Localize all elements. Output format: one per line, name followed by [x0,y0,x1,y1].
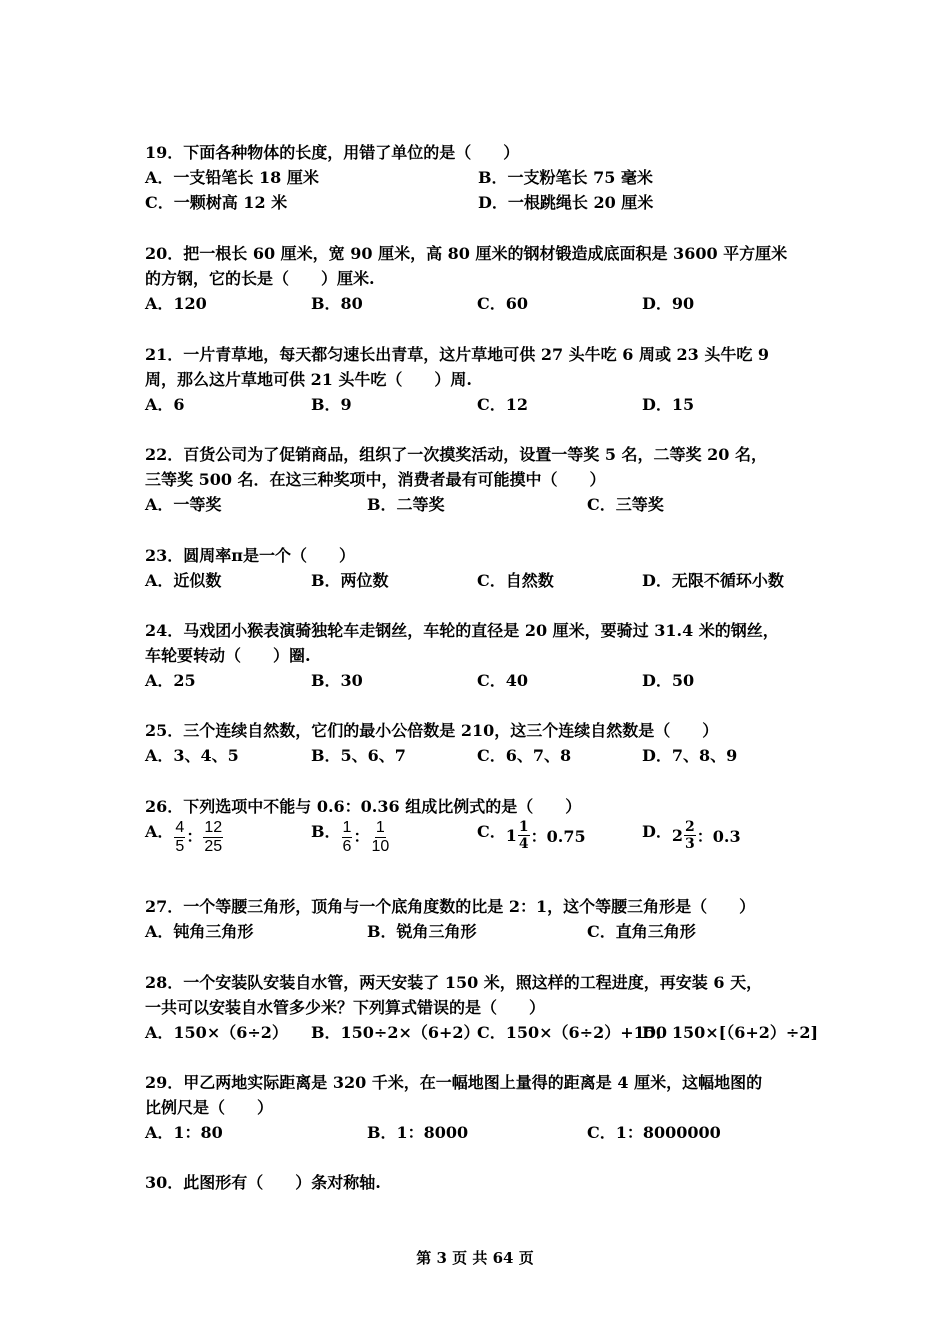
option-d: D．一根跳绳长 20 厘米 [478,193,654,212]
option-label: A． [145,822,174,841]
options-row [145,743,810,768]
option-c: C．三等奖 [587,495,664,514]
option-d: D．150×[（6+2）÷2] [642,1023,819,1042]
question-stem-line-2: 三等奖 500 名．在这三种奖项中，消费者最有可能摸中（ ） [145,470,606,489]
option-c: C．6、7、8 [477,746,572,765]
option-b: B．锐角三角形 [367,922,477,941]
option-b: B．1：8000 [367,1123,469,1142]
question-stem-line-2: 车轮要转动（ ）圈. [145,646,311,665]
question-20 [145,241,810,316]
option-a: A．钝角三角形 [145,922,254,941]
option-a: A．近似数 [145,571,222,590]
denominator: 5 [175,838,185,855]
option-c: C．一颗树高 12 米 [145,193,288,212]
options-row [145,668,810,693]
question-stem: 25．三个连续自然数，它们的最小公倍数是 210，这三个连续自然数是（ ） [145,721,719,740]
options-row [145,819,810,867]
question-27 [145,894,810,944]
options-row [145,1120,810,1145]
question-stem-line-2: 周，那么这片草地可供 21 头牛吃（ ）周. [145,370,472,389]
options-row [145,392,810,417]
denominator: 6 [342,838,352,855]
question-29 [145,1070,810,1145]
option-b: B．一支粉笔长 75 毫米 [478,168,653,187]
question-21 [145,342,810,417]
fraction [684,819,696,852]
denominator: 25 [204,838,223,855]
option-a: A．一等奖 [145,495,222,514]
option-c: C．150×（6÷2）+150 [477,1023,668,1042]
option-a: A．120 [145,294,207,313]
option-d: D．90 [642,294,695,313]
option-b: B．9 [311,395,352,414]
option-c [477,819,586,852]
option-b [311,819,391,856]
question-stem: 26．下列选项中不能与 0.6：0.36 组成比例式的是（ ） [145,797,582,816]
option-a [145,819,224,856]
option-label: D． [642,822,672,841]
question-26 [145,794,810,867]
fraction [518,819,530,852]
fraction [203,819,223,856]
question-28 [145,970,819,1045]
fraction [370,819,390,856]
ratio-sign: ： [186,827,203,846]
option-b: B．30 [311,671,363,690]
numerator: 1 [518,819,529,835]
question-30 [145,1170,810,1195]
question-stem-line-1: 29．甲乙两地实际距离是 320 千米，在一幅地图上量得的距离是 4 厘米，这幅地图的 [145,1073,763,1092]
fraction [342,819,353,856]
page-footer: 第 3 页 共 64 页 [416,1249,534,1267]
question-24 [145,618,810,693]
whole-number: 1 [505,826,517,845]
option-label: B． [311,822,341,841]
ratio-value: ：0.3 [696,827,741,846]
question-stem-line-1: 22．百货公司为了促销商品，组织了一次摸奖活动，设置一等奖 5 名，二等奖 20 名， [145,445,767,464]
option-b: B．80 [311,294,363,313]
question-stem-line-2: 比例尺是（ ） [145,1098,274,1117]
options-row [145,492,810,517]
option-b: B．二等奖 [367,495,445,514]
option-a: A．6 [145,395,185,414]
option-b: B．两位数 [311,571,389,590]
ratio-value: ：0.75 [530,827,586,846]
question-25 [145,718,810,768]
question-22 [145,442,810,517]
numerator: 1 [375,819,385,836]
question-stem-line-2: 一共可以安装自水管多少米？下列算式错误的是（ ） [145,998,546,1017]
option-a: A．1：80 [145,1123,223,1142]
question-stem-line-1: 21．一片青草地，每天都匀速长出青草，这片草地可供 27 头牛吃 6 周或 23 头牛吃 9 [145,345,770,364]
question-stem: 30．此图形有（ ）条对称轴. [145,1173,381,1192]
question-19 [145,140,810,215]
denominator: 4 [518,836,529,852]
numerator: 2 [685,819,695,835]
option-c: C．自然数 [477,571,554,590]
option-d [642,819,741,852]
option-c: C．12 [477,395,529,414]
question-stem: 23．圆周率π是一个（ ） [145,546,355,565]
option-d: D．无限不循环小数 [642,571,784,590]
options-row [145,190,810,215]
option-c: C．40 [477,671,529,690]
option-a: A．一支铅笔长 18 厘米 [145,168,319,187]
numerator: 4 [175,819,185,836]
denominator: 10 [371,838,390,855]
numerator: 1 [342,819,352,836]
options-row [145,568,810,593]
option-c: C．1：8000000 [587,1123,721,1142]
option-d: D．50 [642,671,695,690]
question-stem-line-1: 20．把一根长 60 厘米，宽 90 厘米，高 80 厘米的钢材锻造成底面积是 3600 平方厘米 [145,244,788,263]
option-a: A．3、4、5 [145,746,239,765]
options-row [145,1020,819,1045]
whole-number: 2 [671,826,684,845]
option-label: C． [477,822,506,841]
option-d: D．7、8、9 [642,746,738,765]
options-row [145,165,810,190]
question-stem: 27．一个等腰三角形，顶角与一个底角度数的比是 2：1，这个等腰三角形是（ ） [145,897,756,916]
option-c: C．直角三角形 [587,922,696,941]
option-a: A．25 [145,671,196,690]
option-b: B．150÷2×（6+2） [311,1023,480,1042]
options-row [145,291,810,316]
question-stem-line-1: 28．一个安装队安装自水管，两天安装了 150 米，照这样的工程进度，再安装 6 天， [145,973,763,992]
denominator: 3 [685,836,695,852]
option-c: C．60 [477,294,529,313]
question-stem: 19．下面各种物体的长度，用错了单位的是（ ） [145,143,520,162]
question-23 [145,543,810,593]
options-row [145,919,810,944]
option-d: D．15 [642,395,695,414]
option-a: A．150×（6÷2） [145,1023,288,1042]
option-b: B．5、6、7 [311,746,406,765]
question-stem-line-1: 24．马戏团小猴表演骑独轮车走钢丝，车轮的直径是 20 厘米，要骑过 31.4 米的钢丝， [145,621,779,640]
numerator: 12 [204,819,223,836]
question-stem-line-2: 的方钢，它的长是（ ）厘米. [145,269,375,288]
ratio-sign: ： [353,827,370,846]
fraction [174,819,185,856]
